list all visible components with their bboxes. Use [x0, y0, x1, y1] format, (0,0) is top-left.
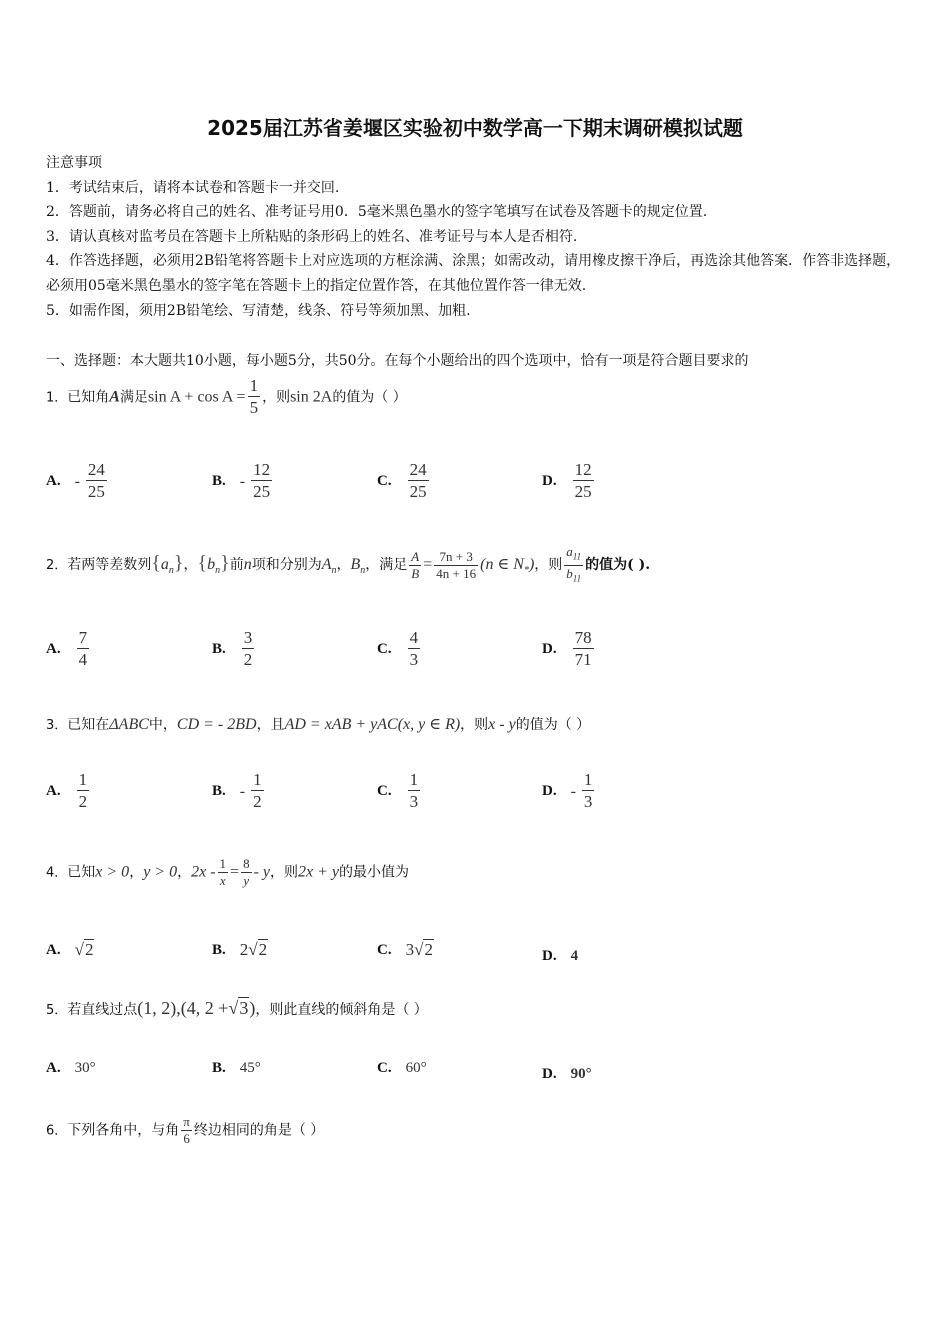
question-text: 已知: [67, 864, 96, 881]
minus-sign: -: [239, 782, 246, 800]
notice-item: 5．如需作图，须用2B铅笔绘、写清楚，线条、符号等须加黑、加粗.: [46, 303, 471, 319]
fraction-denominator: y: [241, 872, 252, 889]
radicand: 2: [84, 940, 94, 959]
math-subscript: n: [331, 564, 337, 576]
fraction: [408, 770, 421, 813]
fraction: [408, 460, 429, 503]
math-var: b: [207, 556, 216, 574]
fraction: [248, 376, 261, 419]
option-label: B.: [212, 941, 226, 958]
fraction-numerator: π: [183, 1114, 190, 1129]
option-label: A.: [46, 1060, 61, 1076]
question-number: 5．: [46, 1003, 68, 1018]
fraction-numerator: 1: [253, 770, 262, 789]
fraction-numerator: 1: [583, 770, 593, 789]
fraction: [582, 770, 595, 813]
fraction-denominator: 25: [409, 482, 427, 501]
option-value: 30°: [74, 1060, 96, 1076]
question-text: 满足: [119, 389, 148, 406]
question-number: 1．: [46, 390, 68, 406]
minus-sign: -: [74, 472, 80, 490]
option-b: [212, 628, 256, 671]
option-c: [377, 628, 422, 671]
coefficient: 2: [239, 940, 249, 959]
question-text: ，则: [534, 557, 563, 574]
question-text: ，则: [262, 389, 291, 406]
fraction-numerator: 24: [87, 460, 105, 479]
fraction-numerator: 1: [409, 770, 419, 789]
math-expr: (n ∈ N: [480, 556, 524, 574]
minus-sign: -: [239, 472, 246, 490]
fraction-numerator: 12: [574, 460, 592, 479]
math-subscript: n: [360, 564, 366, 576]
fraction: [434, 549, 478, 582]
option-label: C.: [377, 641, 392, 657]
question-text: 终边相同的角是（ ）: [193, 1122, 325, 1139]
math-var: A: [109, 388, 120, 406]
fraction: [77, 770, 90, 813]
option-label: D.: [542, 948, 557, 964]
fraction-numerator: 7n + 3: [439, 548, 473, 564]
question-text: 若直线过点: [67, 1002, 138, 1018]
question-text: 的值为（ ）: [515, 717, 591, 733]
option-c: C. 3√2: [377, 940, 433, 959]
fraction: [564, 544, 583, 586]
fraction-denominator: B: [411, 565, 420, 581]
math-expr: 2x -: [191, 863, 216, 881]
fraction-denominator: 5: [249, 398, 259, 417]
question-text: 已知角: [67, 389, 110, 406]
fraction-numerator: 3: [243, 628, 253, 647]
fraction: [77, 628, 90, 671]
option-d: [542, 1066, 592, 1083]
question-6: [46, 1114, 324, 1147]
option-value: 45°: [239, 1060, 261, 1076]
question-text: ，: [129, 864, 144, 881]
math-expr: x > 0: [95, 863, 130, 881]
fraction-denominator: 3: [583, 792, 593, 811]
fraction: [573, 460, 594, 503]
option-label: D.: [542, 783, 557, 799]
section-title: 一、选择题：本大题共10小题，每小题5分，共50分。在每个小题给出的四个选项中，恰有一项是符合题目要求的: [46, 353, 749, 369]
question-5: 5．若直线过点(1, 2),(4, 2 +√3)，则此直线的倾斜角是（ ）: [46, 998, 428, 1018]
option-label: D.: [542, 1066, 557, 1082]
math-var: B: [350, 556, 361, 574]
fraction-numerator: 4: [409, 628, 419, 647]
option-label: B.: [212, 783, 226, 799]
question-number: 4．: [46, 865, 68, 881]
radicand: 3: [239, 998, 249, 1018]
fraction: [409, 549, 421, 582]
fraction: [218, 856, 229, 889]
question-text: 若两等差数列: [67, 557, 152, 574]
fraction-denominator: 25: [253, 482, 271, 501]
question-text: ，则: [460, 717, 489, 733]
fraction-denominator: 25: [87, 482, 105, 501]
notice-item: 4．作答选择题，必须用2B铅笔将答题卡上对应选项的方框涂满、涂黑；如需改动，请用橡皮擦干净后，再选涂其他答案．作答非选择题，必须用05毫米黑色墨水的签字笔在答题卡上的指定位置作答，在其他位置作答一律无效.: [46, 253, 901, 294]
math-expr: sin 2A: [290, 388, 333, 406]
fraction: [251, 460, 272, 503]
option-label: B.: [212, 1060, 226, 1076]
fraction-numerator: 78: [574, 628, 592, 647]
question-text: ，: [177, 864, 192, 881]
math-var: A: [321, 556, 332, 574]
option-b: [212, 1060, 261, 1077]
question-text: 中，: [148, 717, 177, 733]
fraction-numerator: 1: [249, 376, 259, 395]
fraction-denominator: 3: [409, 792, 419, 811]
math-expr: (4, 2 +: [180, 998, 229, 1018]
option-label: D.: [542, 641, 557, 657]
fraction-numerator: 24: [409, 460, 427, 479]
question-text: ，满足: [365, 557, 408, 574]
option-a: A. √2: [46, 940, 94, 959]
option-d: [542, 948, 578, 965]
option-b: [212, 770, 266, 813]
question-text: 的值为( ).: [585, 557, 651, 574]
fraction-numerator: 8: [243, 856, 250, 871]
option-label: D.: [542, 473, 557, 489]
fraction-denominator: 3: [409, 650, 419, 669]
minus-sign: -: [570, 782, 576, 800]
math-expr: (1, 2): [137, 998, 177, 1018]
math-expr: ,: [176, 998, 181, 1018]
question-number: 6．: [46, 1123, 68, 1139]
math-expr: CD = - 2BD: [176, 716, 257, 733]
option-label: C.: [377, 473, 392, 489]
question-text: ，则此直线的倾斜角是（ ）: [255, 1002, 428, 1018]
option-value: 90°: [570, 1066, 592, 1082]
option-label: C.: [377, 1060, 392, 1076]
fraction-denominator: $b_{11}$: [564, 565, 583, 587]
fraction-numerator: 7: [78, 628, 88, 647]
math-expr: sin A + cos A =: [147, 388, 246, 406]
option-label: A.: [46, 783, 61, 799]
question-text: 的最小值为: [339, 864, 409, 881]
option-d: [542, 770, 596, 813]
question-text: 的值为（ ）: [332, 389, 407, 406]
coefficient: 3: [405, 940, 415, 959]
math-expr: ): [528, 556, 535, 574]
math-subscript: n: [168, 564, 174, 576]
fraction: [408, 628, 421, 671]
question-3: [46, 714, 590, 734]
notice-item: 3．请认真核对监考员在答题卡上所粘贴的条形码上的姓名、准考证号与本人是否相符.: [46, 229, 578, 245]
fraction-denominator: 2: [253, 792, 262, 811]
option-label: C.: [377, 941, 392, 958]
question-text: ，: [183, 557, 198, 574]
fraction-denominator: 4n + 16: [436, 565, 477, 581]
fraction-denominator: 4: [78, 650, 88, 669]
option-label: A.: [46, 941, 61, 958]
option-label: A.: [46, 641, 61, 657]
question-number: 3．: [46, 718, 68, 733]
notice-item: 1．考试结束后，请将本试卷和答题卡一并交回.: [46, 180, 340, 196]
fraction-numerator: A: [411, 548, 420, 564]
radicand: 2: [424, 940, 433, 959]
fraction-numerator: 12: [253, 460, 271, 479]
notice-heading: 注意事项: [46, 155, 102, 171]
math-expr: =: [423, 556, 433, 574]
fraction-numerator: $a_{11}$: [566, 544, 582, 562]
question-2: 2．若两等差数列$\{a_n\}$，$\{b_n\}$前n项和分别为$A_n$，$B_n$，满足 $\frac{A}{B}$ = $\frac{7n + 3}{4n + 16}$ (n ∈ $N_*$)，则 $\frac{a_{11}}{b_{11}}$ 的值为( ).: [46, 544, 650, 586]
question-text: 下列各角中，与角: [67, 1122, 180, 1139]
fraction: [241, 856, 252, 889]
math-expr: ΔABC: [109, 716, 149, 733]
question-number: 2．: [46, 558, 68, 574]
option-d: [542, 460, 596, 503]
fraction-denominator: 2: [243, 650, 253, 669]
question-text: 项和分别为: [251, 557, 322, 574]
math-expr: y > 0: [143, 863, 178, 881]
fraction: [86, 460, 107, 503]
fraction: [573, 628, 594, 671]
option-b: [212, 460, 274, 503]
fraction-numerator: 1: [78, 770, 88, 789]
option-label: B.: [212, 473, 226, 489]
option-a: [46, 460, 109, 503]
question-text: ，且: [256, 717, 285, 733]
fraction-denominator: x: [218, 872, 229, 889]
option-label: A.: [46, 473, 61, 489]
fraction: [242, 628, 255, 671]
fraction-denominator: 2: [78, 792, 88, 811]
option-d: [542, 628, 596, 671]
fraction: [251, 770, 264, 813]
fraction-denominator: 25: [574, 482, 592, 501]
fraction: [181, 1114, 192, 1147]
option-a: [46, 628, 91, 671]
math-expr: ): [249, 998, 256, 1018]
option-b: B. 2√2: [212, 940, 268, 959]
option-c: [377, 460, 431, 503]
math-expr: AD = xAB + yAC(x, y ∈ R): [284, 716, 461, 733]
question-text: ，则: [270, 864, 298, 881]
question-text: 前: [229, 557, 244, 574]
math-expr: =: [230, 863, 240, 881]
option-value: 60°: [405, 1060, 427, 1076]
option-label: B.: [212, 641, 226, 657]
math-expr: - y: [253, 863, 270, 881]
option-c: [377, 1060, 427, 1077]
math-subscript: *: [523, 564, 529, 576]
question-text: 已知在: [67, 717, 110, 733]
math-subscript: n: [215, 564, 221, 576]
option-value: 4: [570, 948, 579, 964]
math-expr: x - y: [488, 716, 516, 733]
fraction-numerator: 1: [219, 856, 227, 871]
question-1: [46, 376, 407, 419]
math-var: n: [243, 556, 252, 574]
math-var: a: [160, 556, 169, 574]
math-expr: 2x + y: [298, 863, 339, 881]
option-c: [377, 770, 422, 813]
radicand: 2: [258, 940, 268, 959]
notice-item: 2．答题前，请务必将自己的姓名、准考证号用0．5毫米黑色墨水的签字笔填写在试卷及答题卡的规定位置.: [46, 204, 708, 220]
page-title: 2025届江苏省姜堰区实验初中数学高一下期末调研模拟试题: [207, 116, 743, 140]
option-label: C.: [377, 783, 392, 799]
fraction-denominator: 71: [574, 650, 592, 669]
fraction-denominator: 6: [181, 1130, 192, 1147]
option-a: [46, 770, 91, 813]
question-4: [46, 856, 409, 889]
option-a: [46, 1060, 96, 1077]
